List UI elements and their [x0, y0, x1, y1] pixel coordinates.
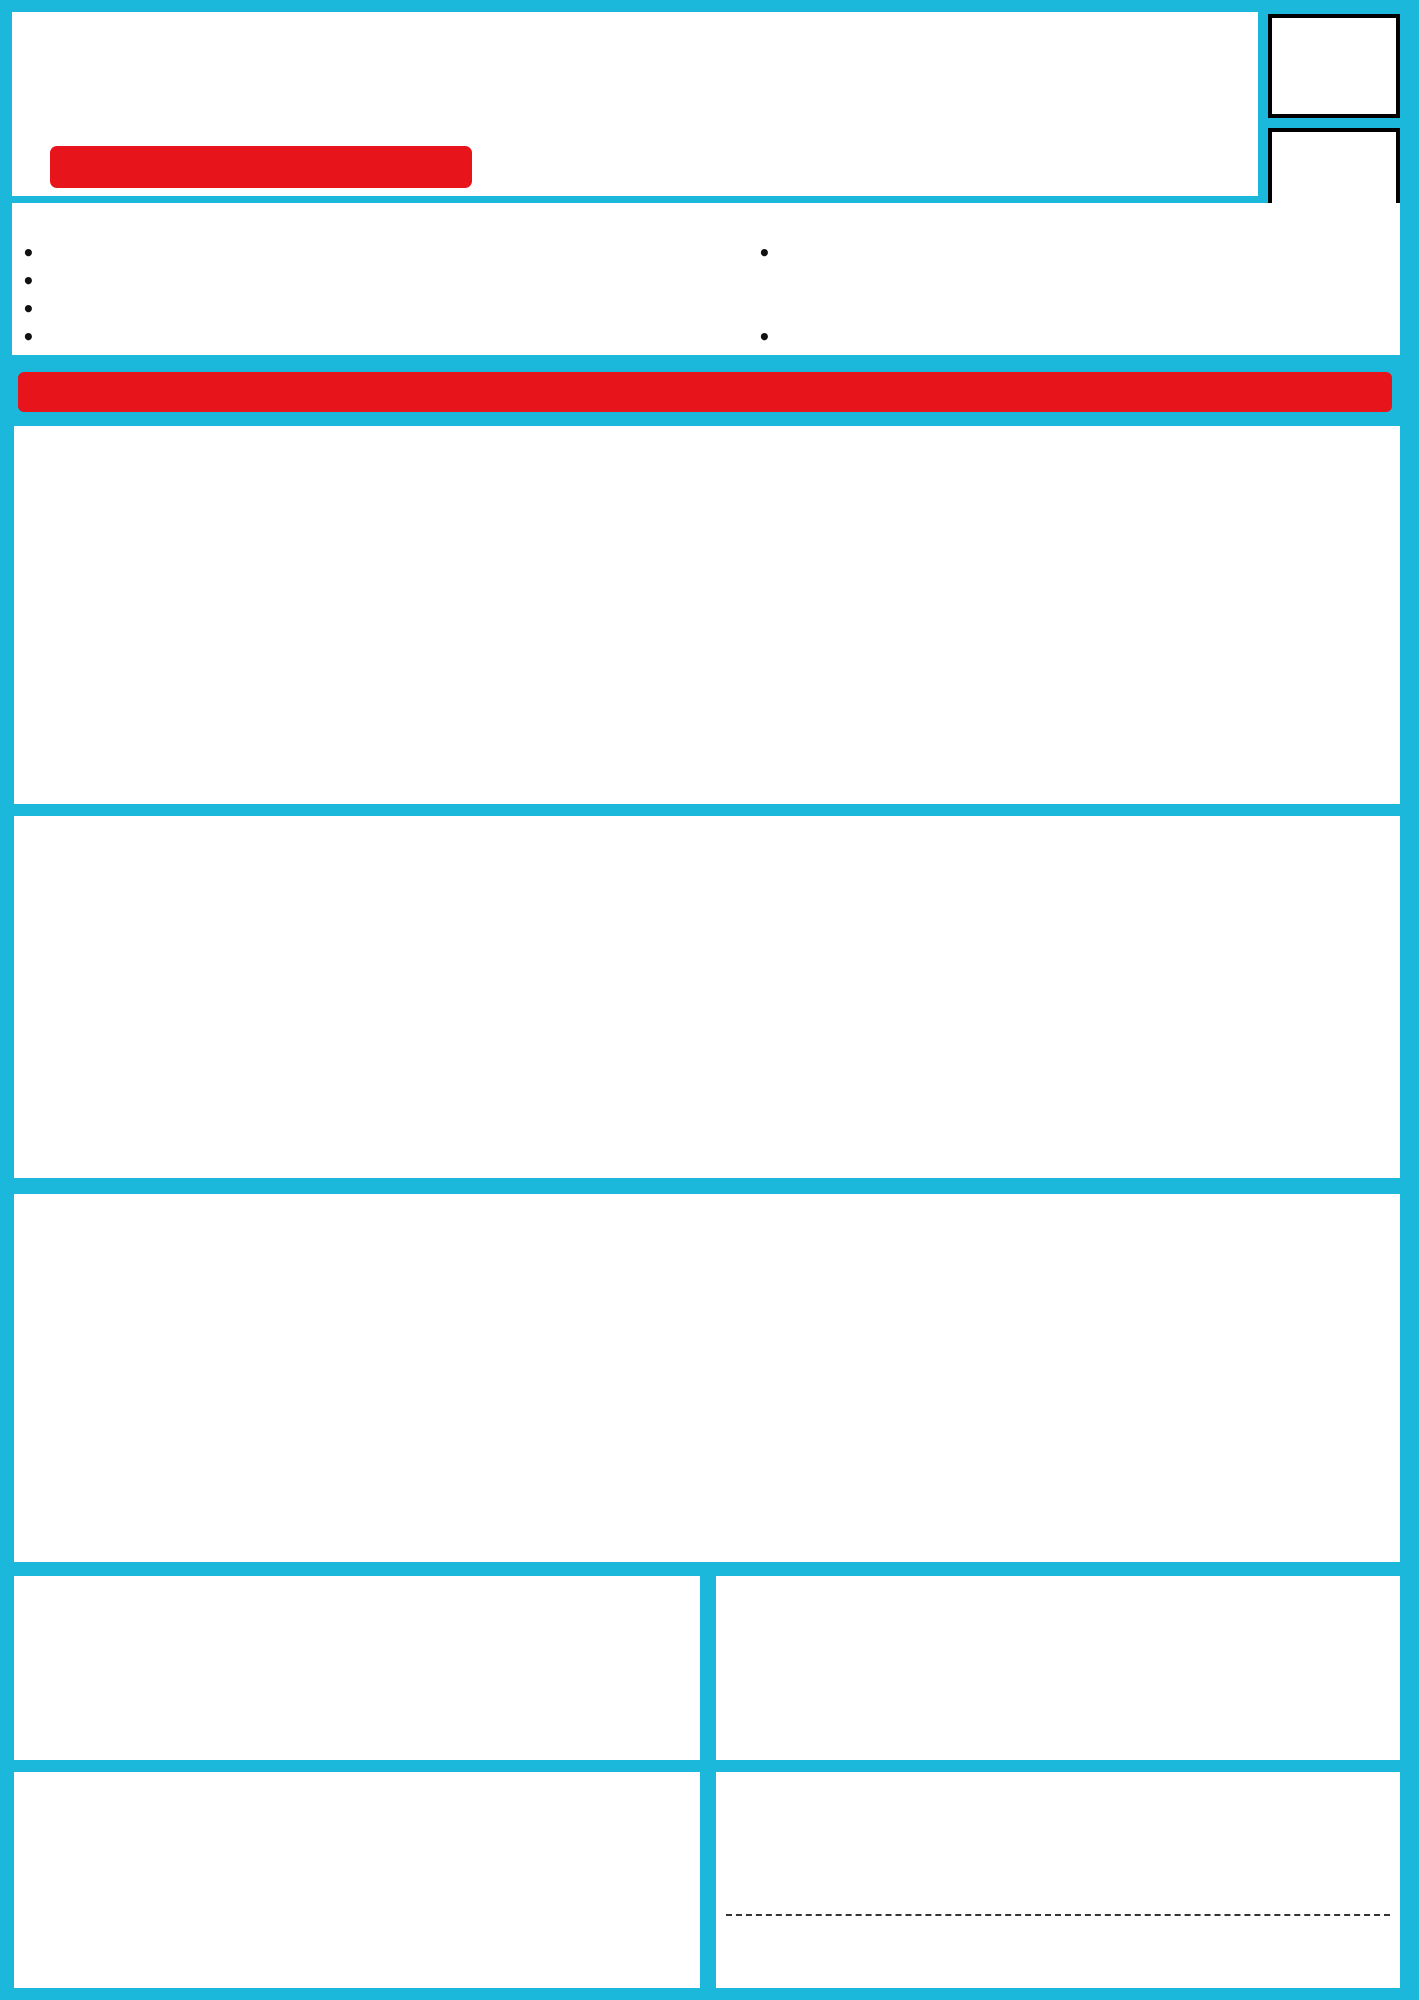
notice-left-2: •	[22, 269, 35, 293]
notice-left-1: •	[22, 241, 35, 265]
guest-count-box[interactable]	[1268, 14, 1400, 118]
single-items-panel	[14, 1772, 700, 1988]
meat-combo-panel	[716, 1576, 1400, 1760]
notice-left-4: •	[22, 325, 35, 349]
brand2-line	[596, 128, 620, 153]
notice-left-3: •	[22, 297, 35, 321]
price-bar	[18, 372, 1392, 412]
header-panel	[12, 12, 1258, 196]
buffet-panel	[716, 1772, 1400, 1988]
brand1-line	[596, 16, 610, 41]
notice-right-1: •	[758, 241, 771, 265]
pot-section-2	[14, 816, 1400, 1178]
tagline-badge	[50, 146, 472, 188]
notice-panel	[12, 203, 1400, 355]
buffet-divider	[726, 1914, 1390, 1916]
pot-section-3	[14, 1194, 1400, 1562]
notice-right-4: •	[758, 325, 771, 349]
seafood-combo-panel	[14, 1576, 700, 1760]
pot-section-1	[14, 426, 1400, 804]
